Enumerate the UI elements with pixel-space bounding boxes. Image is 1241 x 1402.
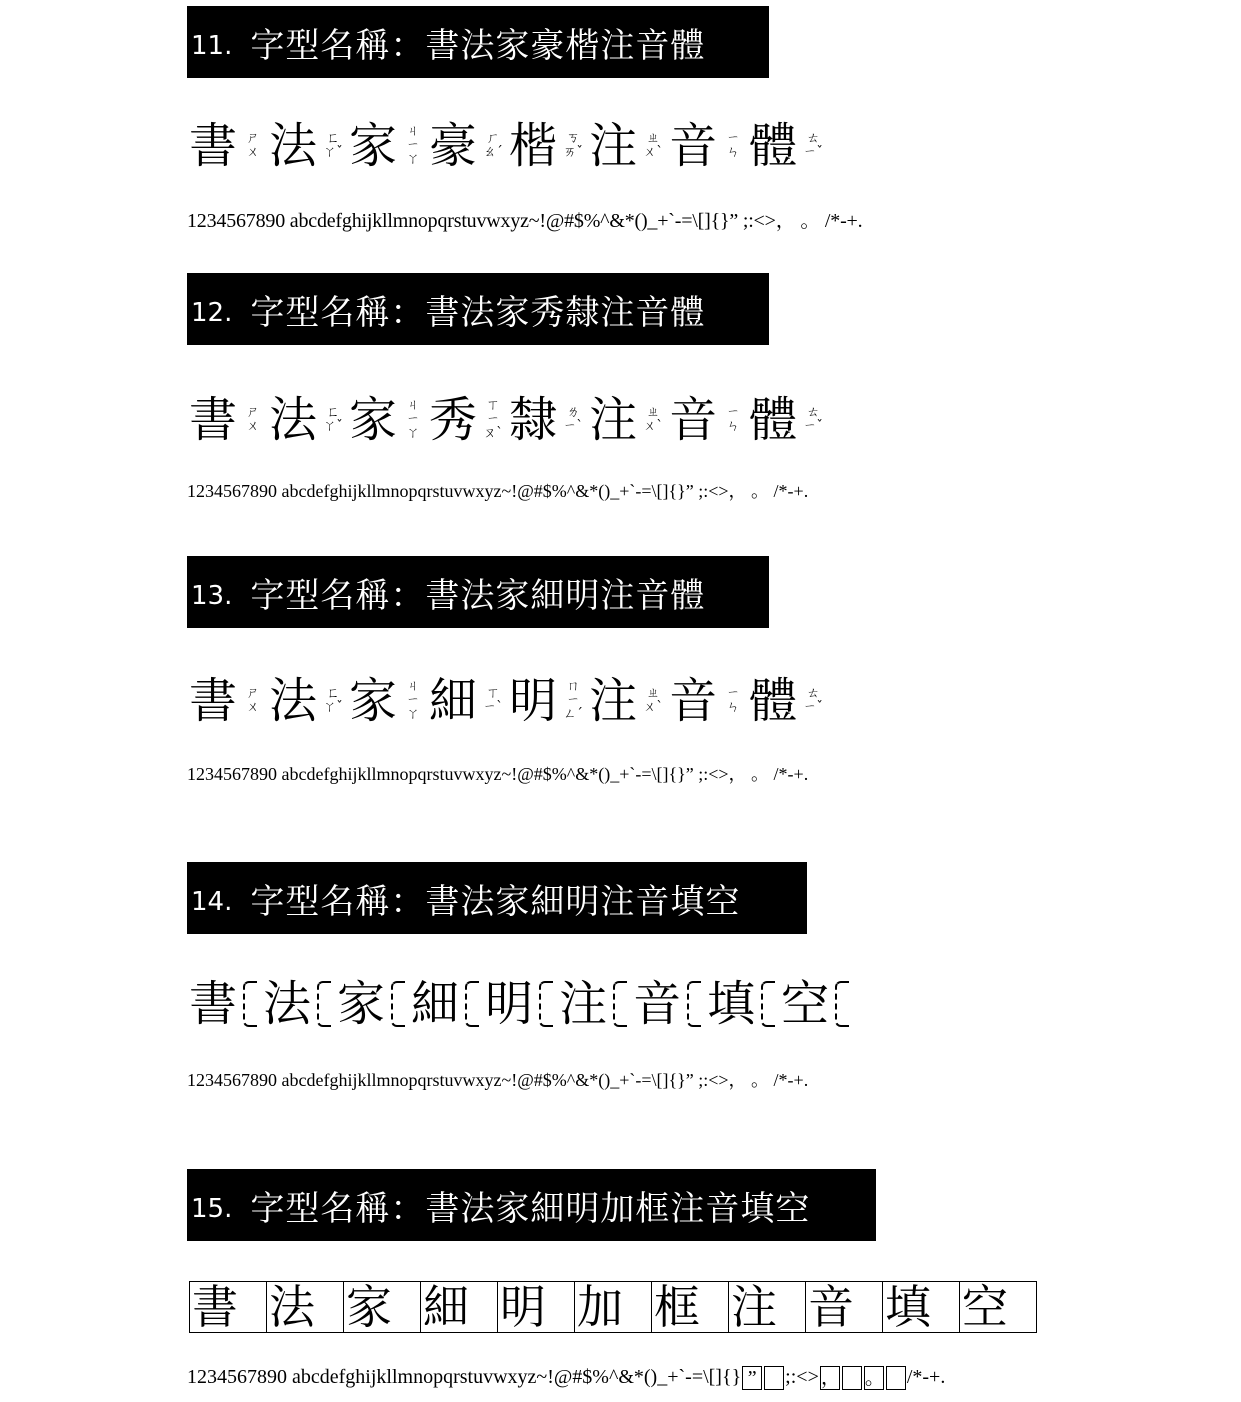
blank-annotation-slot <box>317 981 331 1027</box>
hanzi-char: 明 <box>485 976 534 1032</box>
bopomofo-symbol: ㄓ <box>646 131 660 146</box>
bopomofo-symbol: ㄧ <box>406 693 420 708</box>
bopomofo-symbol: ㄧ <box>726 131 740 146</box>
bopomofo-symbol: ㄧ <box>406 412 420 427</box>
bopomofo-symbol: ㄊ <box>806 686 820 701</box>
blank-annotation-slot <box>835 981 849 1027</box>
bopomofo-symbol: ㄨˋ <box>643 145 663 160</box>
bopomofo-annotation <box>559 132 587 160</box>
bopomofo-symbol: ㄨˋ <box>643 419 663 434</box>
bopomofo-annotation <box>479 132 507 160</box>
hanzi-char: 書 <box>189 118 238 174</box>
annotated-glyph <box>509 118 589 174</box>
blank-annotation-slot <box>761 981 775 1027</box>
bopomofo-annotation <box>639 687 667 715</box>
section-13-banner <box>187 556 769 628</box>
bopomofo-symbol: ㄐ <box>406 124 420 139</box>
annotated-glyph <box>749 673 829 729</box>
bopomofo-symbol: ㄣ <box>726 145 740 160</box>
boxed-glyph: 書 <box>189 1281 267 1333</box>
hanzi-char: 明 <box>509 673 558 729</box>
charset-boxed-char <box>842 1366 862 1390</box>
boxed-glyph: 明 <box>497 1281 575 1333</box>
hanzi-char: 書 <box>189 392 238 448</box>
hanzi-char: 楷 <box>509 118 558 174</box>
bopomofo-symbol: ㄧ <box>486 412 500 427</box>
bopomofo-annotation <box>559 406 587 434</box>
hanzi-char: 法 <box>269 673 318 729</box>
bopomofo-symbol: ㄓ <box>646 405 660 420</box>
boxed-glyph: 法 <box>266 1281 344 1333</box>
hanzi-char: 空 <box>781 976 830 1032</box>
fill-in-glyph <box>337 976 411 1032</box>
annotated-glyph <box>669 118 749 174</box>
bopomofo-symbol: ㄚˇ <box>323 700 343 715</box>
bopomofo-annotation <box>239 132 267 160</box>
bopomofo-symbol: ㄊ <box>806 405 820 420</box>
hanzi-char: 細 <box>411 976 460 1032</box>
bopomofo-annotation <box>799 132 827 160</box>
bopomofo-symbol: ㄣ <box>726 700 740 715</box>
section-15-charset <box>187 1366 945 1390</box>
font-name-title: 字型名稱：書法家細明加框注音填空 <box>250 1188 811 1229</box>
bopomofo-symbol: ㄏ <box>486 131 500 146</box>
font-name-title: 字型名稱：書法家秀隸注音體 <box>250 292 706 333</box>
bopomofo-symbol: ㄇ <box>566 679 580 694</box>
boxed-glyph: 空 <box>959 1281 1037 1333</box>
bopomofo-symbol: ㄚ <box>406 152 420 167</box>
annotated-glyph <box>349 392 429 448</box>
bopomofo-symbol: ㄧˇ <box>803 145 823 160</box>
hanzi-char: 法 <box>263 976 312 1032</box>
annotated-glyph <box>589 392 669 448</box>
fill-in-glyph <box>263 976 337 1032</box>
bopomofo-symbol: ㄨ <box>246 419 260 434</box>
hanzi-char: 書 <box>189 673 238 729</box>
font-name-title: 字型名稱：書法家豪楷注音體 <box>250 25 706 66</box>
section-11-banner <box>187 6 769 78</box>
bopomofo-symbol: ㄧˇ <box>803 419 823 434</box>
section-number: 11. <box>191 31 233 61</box>
annotated-glyph <box>669 392 749 448</box>
bopomofo-symbol: ㄒ <box>486 686 500 701</box>
bopomofo-annotation <box>479 687 507 715</box>
bopomofo-symbol: ㄞˇ <box>563 145 583 160</box>
fill-in-glyph <box>485 976 559 1032</box>
bopomofo-annotation <box>719 406 747 434</box>
bopomofo-symbol: ㄕ <box>246 405 260 420</box>
section-12-sample <box>189 392 829 448</box>
font-name-title: 字型名稱：書法家細明注音填空 <box>250 881 741 922</box>
bopomofo-symbol: ㄥˊ <box>563 707 583 722</box>
bopomofo-symbol: ㄨˋ <box>643 700 663 715</box>
hanzi-char: 隸 <box>509 392 558 448</box>
bopomofo-annotation <box>719 132 747 160</box>
bopomofo-symbol: ㄐ <box>406 679 420 694</box>
bopomofo-annotation <box>719 687 747 715</box>
blank-annotation-slot <box>539 981 553 1027</box>
blank-annotation-slot <box>687 981 701 1027</box>
section-11-charset: 1234567890 abcdefghijkllmnopqrstuvwxyz~!@#$%^&*()_+`-=\[]{}” ;:<>， 。 /*-+. <box>187 210 863 232</box>
section-14-sample <box>189 976 855 1032</box>
blank-annotation-slot <box>391 981 405 1027</box>
section-13-charset: 1234567890 abcdefghijkllmnopqrstuvwxyz~!@#$%^&*()_+`-=\[]{}” ;:<>， 。 /*-+. <box>187 764 809 784</box>
bopomofo-annotation <box>799 406 827 434</box>
bopomofo-annotation <box>479 399 507 441</box>
annotated-glyph <box>429 673 509 729</box>
annotated-glyph <box>669 673 749 729</box>
bopomofo-symbol: ㄨ <box>246 700 260 715</box>
blank-annotation-slot <box>243 981 257 1027</box>
bopomofo-symbol: ㄕ <box>246 131 260 146</box>
hanzi-char: 音 <box>633 976 682 1032</box>
hanzi-char: 家 <box>349 392 398 448</box>
charset-prefix: 1234567890 abcdefghijkllmnopqrstuvwxyz~!@#$%^&*()_+`-=\[]{} <box>187 1366 742 1388</box>
hanzi-char: 體 <box>749 118 798 174</box>
hanzi-char: 細 <box>429 673 478 729</box>
bopomofo-annotation <box>639 132 667 160</box>
hanzi-char: 豪 <box>429 118 478 174</box>
hanzi-char: 家 <box>349 673 398 729</box>
charset-middle: ;:<> <box>785 1366 819 1388</box>
annotated-glyph <box>189 392 269 448</box>
bopomofo-symbol: ㄈ <box>326 405 340 420</box>
annotated-glyph <box>269 118 349 174</box>
section-number: 14. <box>191 887 233 917</box>
boxed-glyph: 家 <box>343 1281 421 1333</box>
fill-in-glyph <box>559 976 633 1032</box>
hanzi-char: 填 <box>707 976 756 1032</box>
section-13-sample <box>189 673 829 729</box>
bopomofo-symbol: ㄧ <box>726 686 740 701</box>
bopomofo-annotation <box>399 125 427 167</box>
annotated-glyph <box>589 673 669 729</box>
bopomofo-annotation <box>639 406 667 434</box>
annotated-glyph <box>509 392 589 448</box>
bopomofo-annotation <box>239 406 267 434</box>
charset-boxed-char: 。 <box>864 1367 885 1390</box>
bopomofo-symbol: ㄧ <box>726 405 740 420</box>
boxed-glyph: 音 <box>805 1281 883 1333</box>
annotated-glyph <box>189 673 269 729</box>
bopomofo-annotation <box>319 132 347 160</box>
annotated-glyph <box>749 118 829 174</box>
hanzi-char: 體 <box>749 673 798 729</box>
section-11-sample <box>189 118 829 174</box>
font-name-title: 字型名稱：書法家細明注音體 <box>250 575 706 616</box>
section-number: 12. <box>191 298 233 328</box>
section-number: 13. <box>191 581 233 611</box>
boxed-glyph: 框 <box>651 1281 729 1333</box>
bopomofo-symbol: ㄨ <box>246 145 260 160</box>
bopomofo-symbol: ㄐ <box>406 398 420 413</box>
bopomofo-symbol: ㄚ <box>406 426 420 441</box>
bopomofo-symbol: ㄠˊ <box>483 145 503 160</box>
hanzi-char: 秀 <box>429 392 478 448</box>
bopomofo-annotation <box>799 687 827 715</box>
hanzi-char: 書 <box>189 976 238 1032</box>
annotated-glyph <box>269 673 349 729</box>
section-15-sample <box>189 1281 1036 1333</box>
charset-boxed-char: ” <box>742 1366 762 1390</box>
bopomofo-symbol: ㄧ <box>406 138 420 153</box>
bopomofo-annotation <box>399 399 427 441</box>
annotated-glyph <box>589 118 669 174</box>
hanzi-char: 音 <box>669 392 718 448</box>
section-15-banner <box>187 1169 876 1241</box>
hanzi-char: 音 <box>669 673 718 729</box>
annotated-glyph <box>429 118 509 174</box>
bopomofo-annotation <box>399 680 427 722</box>
section-14-charset: 1234567890 abcdefghijkllmnopqrstuvwxyz~!@#$%^&*()_+`-=\[]{}” ;:<>， 。 /*-+. <box>187 1070 809 1090</box>
bopomofo-symbol: ㄒ <box>486 398 500 413</box>
annotated-glyph <box>509 673 589 729</box>
bopomofo-annotation <box>239 687 267 715</box>
bopomofo-symbol: ㄧˋ <box>483 700 503 715</box>
hanzi-char: 家 <box>349 118 398 174</box>
fill-in-glyph <box>781 976 855 1032</box>
hanzi-char: 注 <box>559 976 608 1032</box>
fill-in-glyph <box>707 976 781 1032</box>
bopomofo-annotation <box>559 680 587 722</box>
bopomofo-symbol: ㄕ <box>246 686 260 701</box>
section-14-banner <box>187 862 807 934</box>
bopomofo-annotation <box>319 687 347 715</box>
annotated-glyph <box>349 118 429 174</box>
hanzi-char: 家 <box>337 976 386 1032</box>
bopomofo-symbol: ㄊ <box>806 131 820 146</box>
bopomofo-symbol: ㄣ <box>726 419 740 434</box>
hanzi-char: 注 <box>589 673 638 729</box>
charset-boxed-char: ， <box>820 1367 841 1390</box>
boxed-glyph: 填 <box>882 1281 960 1333</box>
bopomofo-symbol: ㄚ <box>406 707 420 722</box>
bopomofo-symbol: ㄚˇ <box>323 419 343 434</box>
bopomofo-symbol: ㄎ <box>566 131 580 146</box>
hanzi-char: 法 <box>269 392 318 448</box>
charset-boxed-char <box>764 1366 784 1390</box>
bopomofo-symbol: ㄧ <box>566 693 580 708</box>
bopomofo-symbol: ㄈ <box>326 686 340 701</box>
bopomofo-symbol: ㄧˇ <box>803 700 823 715</box>
annotated-glyph <box>269 392 349 448</box>
bopomofo-symbol: ㄈ <box>326 131 340 146</box>
charset-boxed-char <box>886 1366 906 1390</box>
fill-in-glyph <box>189 976 263 1032</box>
hanzi-char: 體 <box>749 392 798 448</box>
hanzi-char: 注 <box>589 118 638 174</box>
bopomofo-symbol: ㄡˋ <box>483 426 503 441</box>
fill-in-glyph <box>633 976 707 1032</box>
blank-annotation-slot <box>613 981 627 1027</box>
annotated-glyph <box>429 392 509 448</box>
bopomofo-annotation <box>319 406 347 434</box>
bopomofo-symbol: ㄌ <box>566 405 580 420</box>
bopomofo-symbol: ㄓ <box>646 686 660 701</box>
annotated-glyph <box>189 118 269 174</box>
boxed-glyph: 細 <box>420 1281 498 1333</box>
section-12-banner <box>187 273 769 345</box>
hanzi-char: 注 <box>589 392 638 448</box>
bopomofo-symbol: ㄚˇ <box>323 145 343 160</box>
fill-in-glyph <box>411 976 485 1032</box>
hanzi-char: 音 <box>669 118 718 174</box>
boxed-glyph: 注 <box>728 1281 806 1333</box>
charset-suffix: /*-+. <box>906 1366 946 1388</box>
hanzi-char: 法 <box>269 118 318 174</box>
annotated-glyph <box>349 673 429 729</box>
section-12-charset: 1234567890 abcdefghijkllmnopqrstuvwxyz~!@#$%^&*()_+`-=\[]{}” ;:<>， 。 /*-+. <box>187 481 809 501</box>
section-number: 15. <box>191 1194 233 1224</box>
blank-annotation-slot <box>465 981 479 1027</box>
bopomofo-symbol: ㄧˋ <box>563 419 583 434</box>
annotated-glyph <box>749 392 829 448</box>
boxed-glyph: 加 <box>574 1281 652 1333</box>
